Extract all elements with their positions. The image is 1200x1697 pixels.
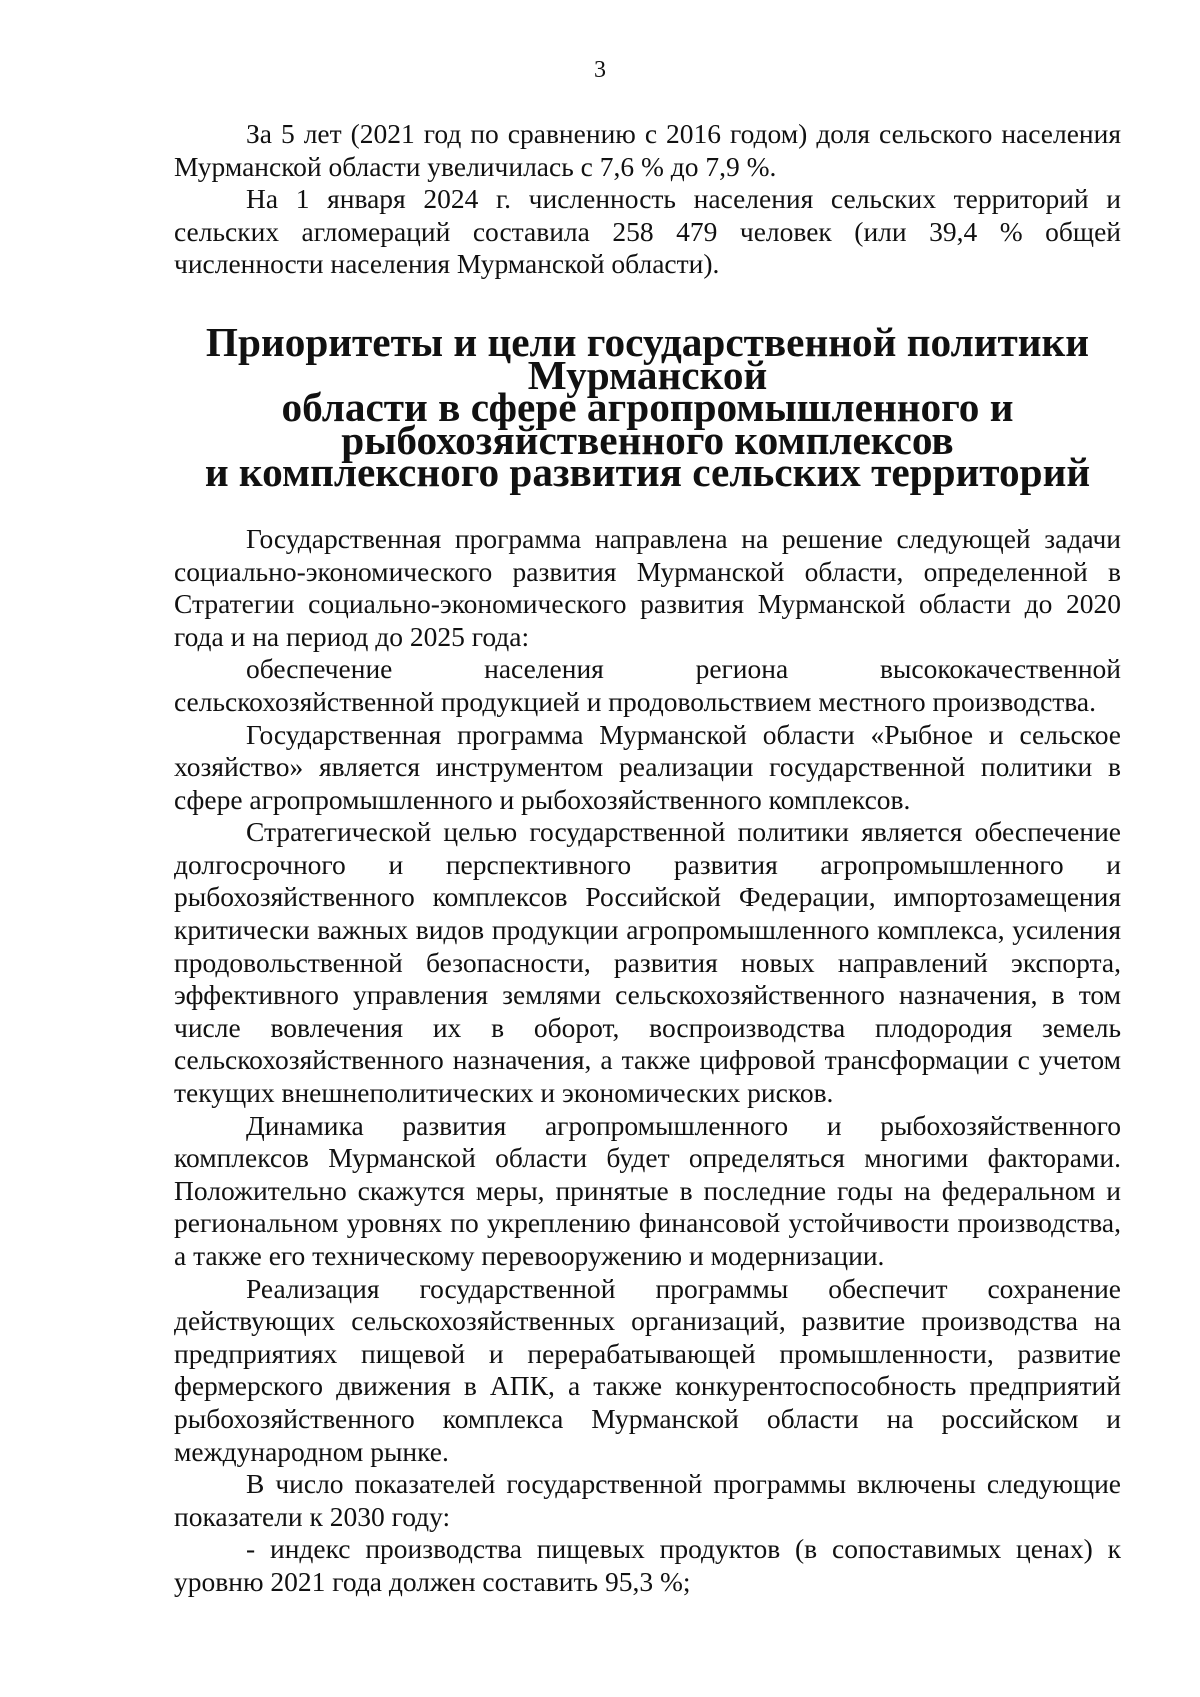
- paragraph-development-dynamics: Динамика развития агропромышленного и рыбохозяйственного комплексов Мурманской области будет определяться многими факторами. Положительно скажутся меры, принятые в последние годы на федеральном и региональном уровнях по укреплению финансовой устойчивости производства, а также его техническому перевооружению и модернизации.: [174, 1109, 1121, 1271]
- paragraph-task-item: обеспечение населения региона высококачественной сельскохозяйственной продукцией и продовольствием местного производства.: [174, 653, 1121, 717]
- section-heading-line-3: и комплексного развития сельских территорий: [204, 449, 1091, 496]
- paragraph-program-task: Государственная программа направлена на решение следующей задачи социально-экономического развития Мурманской области, определенной в Стратегии социально-экономического развития Мурманской области до 2020 года и на период до 2025 года:: [174, 522, 1121, 652]
- section-heading: [174, 318, 1121, 496]
- paragraph-rural-population: На 1 января 2024 г. численность населения сельских территорий и сельских агломераций составила 258 479 человек (или 39,4 % общей численности населения Мурманской области).: [174, 183, 1121, 280]
- paragraph-indicator-food-index: - индекс производства пищевых продуктов (в сопоставимых ценах) к уровню 2021 года должен составить 95,3 %;: [174, 1533, 1121, 1597]
- paragraph-program-instrument: Государственная программа Мурманской области «Рыбное и сельское хозяйство» является инструментом реализации государственной политики в сфере агропромышленного и рыбохозяйственного комплексов.: [174, 718, 1121, 815]
- paragraph-indicators-intro: В число показателей государственной программы включены следующие показатели к 2030 году:: [174, 1468, 1121, 1532]
- section-heading-line-1: Приоритеты и цели государственной политики Мурманской: [205, 318, 1090, 398]
- paragraph-rural-share: За 5 лет (2021 год по сравнению с 2016 годом) доля сельского населения Мурманской области увеличилась с 7,6 % до 7,9 %.: [174, 118, 1121, 182]
- paragraph-strategic-goal: Стратегической целью государственной политики является обеспечение долгосрочного и перспективного развития агропромышленного и рыбохозяйственного комплексов Российской Федерации, импортозамещения критически важных видов продукции агропромышленного комплекса, усиления продовольственной безопасности, развития новых направлений экспорта, эффективного управления землями сельскохозяйственного назначения, в том числе вовлечения их в оборот, воспроизводства плодородия земель сельскохозяйственного назначения, а также цифровой трансформации с учетом текущих внешнеполитических и экономических рисков.: [174, 816, 1121, 1109]
- section-heading-line-2: области в сфере агропромышленного и рыбохозяйственного комплексов: [281, 384, 1014, 463]
- page-number: 3: [594, 57, 606, 83]
- document-body: [174, 118, 1121, 1599]
- paragraph-program-implementation: Реализация государственной программы обеспечит сохранение действующих сельскохозяйственных организаций, развитие производства на предприятиях пищевой и перерабатывающей промышленности, развитие фермерского движения в АПК, а также конкурентоспособность предприятий рыбохозяйственного комплекса Мурманской области на российском и международном рынке.: [174, 1272, 1121, 1467]
